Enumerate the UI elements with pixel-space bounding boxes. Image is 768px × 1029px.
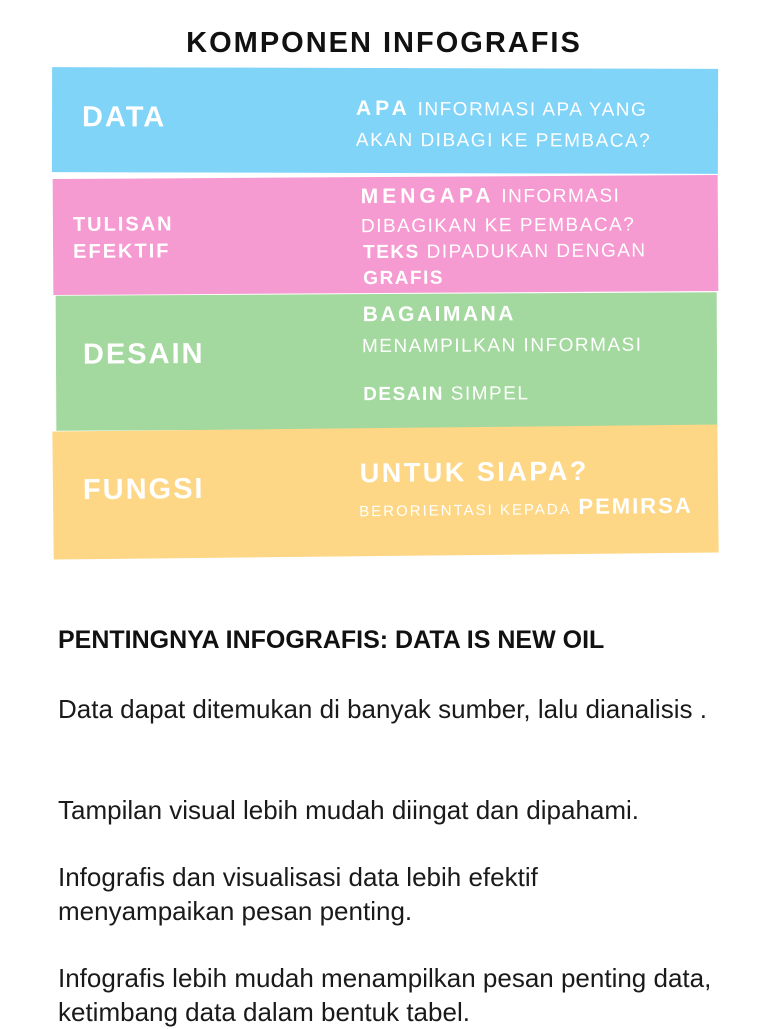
component-bold: TEKS — [363, 241, 420, 264]
component-keyword: BAGAIMANA — [362, 302, 516, 327]
component-text: SIMPEL — [450, 383, 530, 405]
component-keyword: MENGAPA — [360, 184, 495, 209]
component-text: DIBAGIKAN KE PEMBACA? — [360, 214, 636, 238]
component-label-line: TULISAN — [72, 213, 174, 236]
paragraph: Infografis dan visualisasi data lebih efektif menyampaikan pesan penting. — [58, 862, 538, 926]
component-bold: GRAFIS — [363, 267, 445, 290]
component-line — [361, 184, 621, 210]
component-keyword: UNTUK SIAPA? — [359, 455, 589, 489]
component-label: DATA — [81, 101, 167, 134]
paragraph: Tampilan visual lebih mudah diingat dan dipahami. — [58, 795, 640, 825]
component-bold: PEMIRSA — [578, 492, 693, 519]
component-tulisan-band — [53, 175, 719, 295]
component-label: FUNGSI — [82, 472, 205, 507]
component-label — [73, 211, 174, 266]
component-text: BERORIENTASI KEPADA — [359, 501, 572, 521]
paragraph: Infografis lebih mudah menampilkan pesan penting data, ketimbang data dalam bentuk tabel. — [58, 963, 712, 1027]
component-line — [363, 383, 529, 406]
component-text: AKAN DIBAGI KE PEMBACA? — [355, 129, 652, 152]
component-desain-band — [56, 292, 718, 430]
component-keyword: APA — [356, 96, 411, 121]
component-text: MENAMPILKAN INFORMASI — [361, 334, 643, 358]
paragraph: Data dapat ditemukan di banyak sumber, lalu dianalisis . — [58, 694, 707, 724]
component-text: INFORMASI — [501, 185, 621, 208]
component-line — [359, 493, 693, 522]
component-bold: DESAIN — [363, 383, 445, 406]
page-title: KOMPONEN INFOGRAFIS — [186, 27, 582, 59]
component-line — [363, 240, 647, 264]
component-text: DIPADUKAN DENGAN — [426, 240, 647, 263]
component-text: INFORMASI APA YANG — [417, 99, 648, 121]
component-label-line: EFEKTIF — [73, 240, 171, 263]
component-label: DESAIN — [82, 337, 205, 371]
component-data-band — [52, 67, 718, 174]
component-fungsi-band — [52, 425, 718, 560]
component-line — [356, 97, 647, 122]
section-heading: PENTINGNYA INFOGRAFIS: DATA IS NEW OIL — [58, 626, 605, 654]
